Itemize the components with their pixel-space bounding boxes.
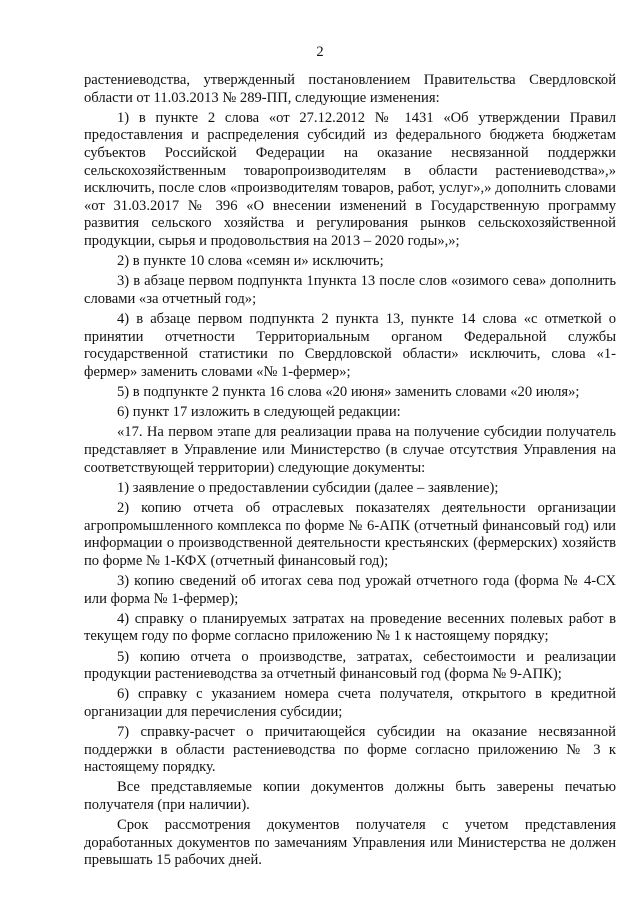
paragraph: 5) копию отчета о производстве, затратах, себестоимости и реализации продукции растениеводства за отчетный финансовый год (форма № 9-АПК); [84,648,616,683]
document-body [84,72,616,873]
paragraph: 3) в абзаце первом подпункта 1пункта 13 после слов «озимого сева» дополнить словами «за отчетный год»; [84,273,616,307]
paragraph: 2) в пункте 10 слова «семян и» исключить; [117,253,384,270]
paragraph: 7) справку-расчет о причитающейся субсидии на оказание несвязанной поддержки в области растениеводства по форме согласно приложению № 3 к настоящему порядку. [84,724,616,776]
paragraph: 3) копию сведений об итогах сева под урожай отчетного года (форма № 4-СХ или форма № 1-фермер); [84,572,616,607]
paragraph: 1) заявление о предоставлении субсидии (далее – заявление); [117,479,499,496]
paragraph: «17. На первом этапе для реализации права на получение субсидии получатель представляет в Управление или Министерство (в случае отсутствия Управления на соответствующей территории) следующие документы: [84,424,616,476]
paragraph: Все представляемые копии документов должны быть заверены печатью получателя (при наличии). [84,779,616,814]
paragraph: 6) пункт 17 изложить в следующей редакции: [117,404,401,421]
paragraph: 5) в подпункте 2 пункта 16 слова «20 июня» заменить словами «20 июля»; [117,384,580,401]
paragraph: 6) справку с указанием номера счета получателя, открытого в кредитной организации для перечисления субсидии; [84,686,616,720]
paragraph: Срок рассмотрения документов получателя с учетом представления доработанных документов по замечаниям Управления или Министерства не должен превышать 15 рабочих дней. [84,817,616,869]
page-number: 2 [316,44,324,60]
paragraph: 2) копию отчета об отраслевых показателях деятельности организации агропромышленного комплекса по форме № 6-АПК (отчетный финансовый год) или информации о производственной деятельности крестьянских (фермерских) хозяйств по форме № 1-КФХ (отчетный финансовый год); [84,500,616,569]
paragraph: 4) справку о планируемых затратах на проведение весенних полевых работ в текущем году по форме согласно приложению № 1 к настоящему порядку; [84,610,616,645]
paragraph: 1) в пункте 2 слова «от 27.12.2012 № 1431 «Об утверждении Правил предоставления и распределения субсидий из федерального бюджета бюджетам субъектов Российской Федерации на оказание несвязанной поддержки сельскохозяйственным товаропроизводителям в области растениеводства»,» исключить, после слов «производителям товаров, работ, услуг»,» дополнить словами «от 31.03.2017 № 396 «О внесении изменений в Государственную программу развития сельского хозяйства и регулирования рынков сельскохозяйственной продукции, сырья и продовольствия на 2013 – 2020 годы»,»; [84,109,616,249]
paragraph: растениеводства, утвержденный постановлением Правительства Свердловской области от 11.03.2013 № 289-ПП, следующие изменения: [84,72,616,106]
paragraph: 4) в абзаце первом подпункта 2 пункта 13, пункте 14 слова «с отметкой о принятии отчетности Территориальным органом Федеральной службы государственной статистики по Свердловской области» исключить, слова «1-фермер» заменить словами «№ 1-фермер»; [84,311,616,380]
